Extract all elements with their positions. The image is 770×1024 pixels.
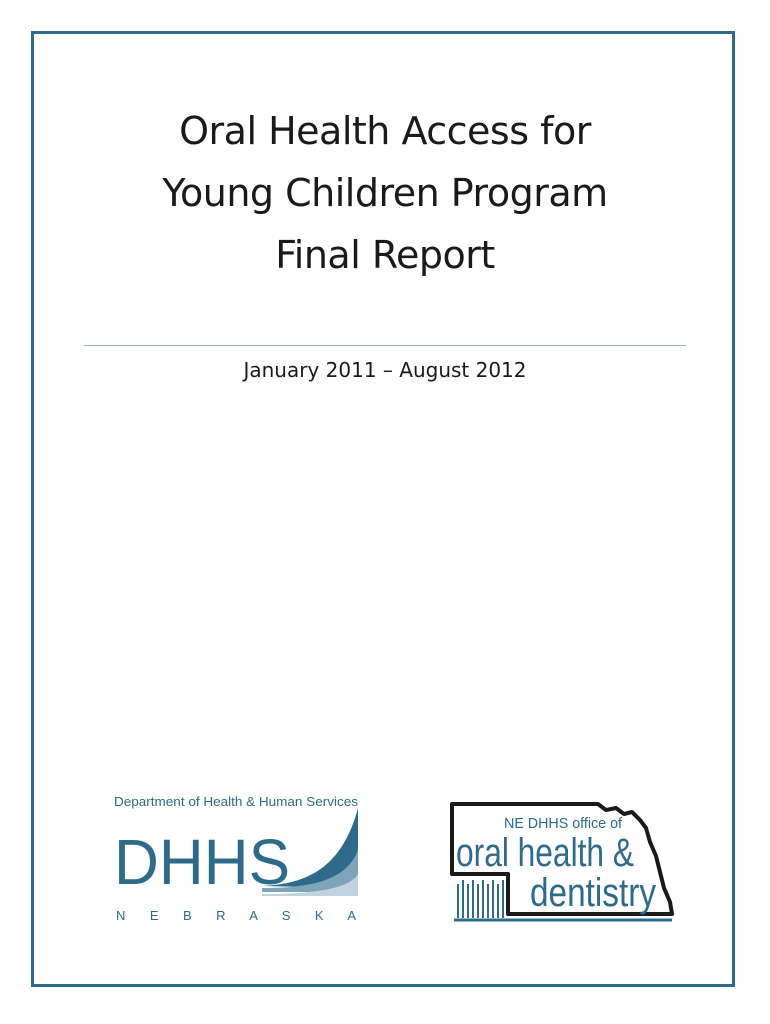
toothbrush-bristles-icon <box>458 880 503 918</box>
oral-health-dentistry-logo <box>448 798 676 926</box>
title-line-2: Young Children Program <box>162 171 608 215</box>
dhhs-department-text: Department of Health & Human Services <box>114 794 359 809</box>
dhhs-state-text: N E B R A S K A <box>116 908 356 923</box>
title-line-3: Final Report <box>275 233 495 277</box>
ohd-line1-text: NE DHHS office of <box>504 815 623 832</box>
ohd-line2-text: oral health & <box>456 831 635 875</box>
report-title <box>0 100 770 286</box>
dhhs-acronym-text: DHHS <box>114 826 290 898</box>
title-divider <box>84 345 686 346</box>
dhhs-nebraska-logo <box>112 788 362 928</box>
ohd-line3-text: dentistry <box>530 871 656 915</box>
date-range: January 2011 – August 2012 <box>243 358 527 382</box>
title-line-1: Oral Health Access for <box>179 109 591 153</box>
